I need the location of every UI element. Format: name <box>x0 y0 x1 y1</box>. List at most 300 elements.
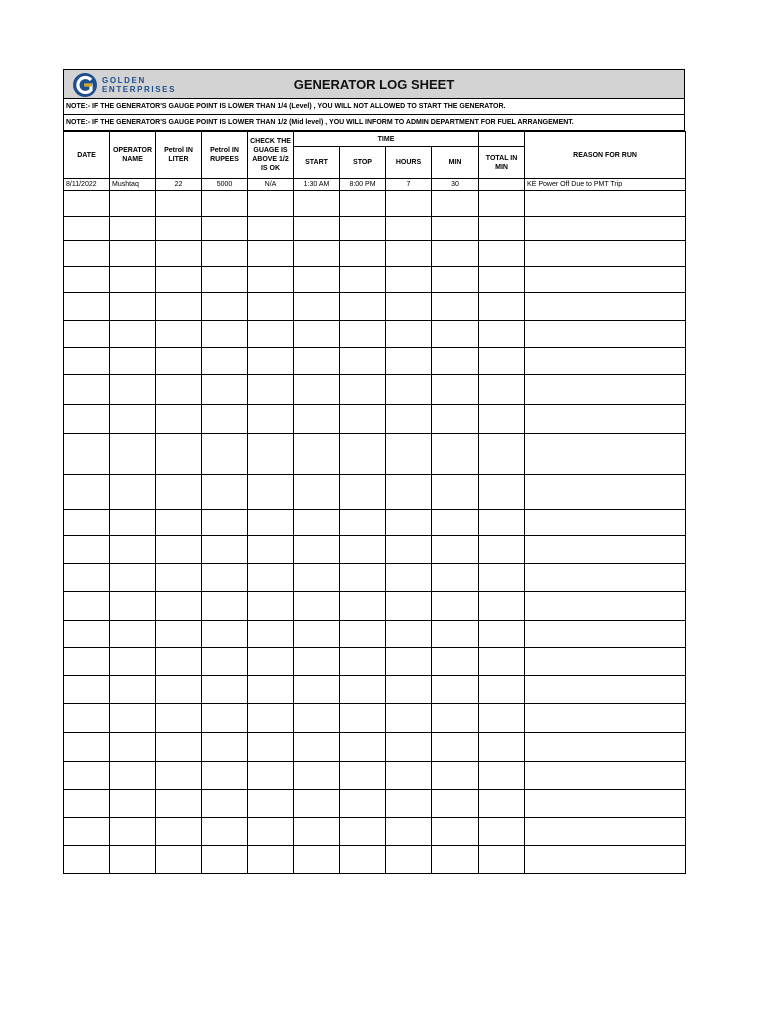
empty-cell[interactable] <box>202 790 248 818</box>
empty-cell[interactable] <box>248 648 294 676</box>
empty-cell[interactable] <box>248 536 294 564</box>
empty-cell[interactable] <box>202 564 248 592</box>
empty-cell[interactable] <box>386 475 432 510</box>
empty-cell[interactable] <box>386 434 432 475</box>
empty-cell[interactable] <box>294 191 340 217</box>
empty-cell[interactable] <box>248 762 294 790</box>
empty-cell[interactable] <box>248 790 294 818</box>
empty-cell[interactable] <box>525 790 686 818</box>
empty-cell[interactable] <box>386 676 432 704</box>
cell-reason[interactable]: KE Power Off Due to PMT Trip <box>525 179 686 191</box>
empty-cell[interactable] <box>294 475 340 510</box>
table-row <box>64 621 686 648</box>
empty-cell[interactable] <box>525 621 686 648</box>
empty-cell[interactable] <box>525 241 686 267</box>
empty-cell[interactable] <box>294 790 340 818</box>
empty-cell[interactable] <box>340 592 386 621</box>
empty-cell[interactable] <box>386 621 432 648</box>
table-row <box>64 564 686 592</box>
empty-cell[interactable] <box>386 648 432 676</box>
empty-cell[interactable] <box>294 733 340 762</box>
empty-cell[interactable] <box>340 375 386 405</box>
empty-cell[interactable] <box>248 676 294 704</box>
empty-cell[interactable] <box>340 676 386 704</box>
empty-cell[interactable] <box>386 405 432 434</box>
empty-cell[interactable] <box>340 475 386 510</box>
empty-cell[interactable] <box>110 790 156 818</box>
empty-cell[interactable] <box>294 293 340 321</box>
empty-cell[interactable] <box>294 267 340 293</box>
empty-cell[interactable] <box>432 704 479 733</box>
empty-cell[interactable] <box>64 434 110 475</box>
empty-cell[interactable] <box>248 241 294 267</box>
table-row <box>64 510 686 536</box>
empty-cell[interactable] <box>525 648 686 676</box>
empty-cell[interactable] <box>110 648 156 676</box>
cell-total-min[interactable] <box>479 179 525 191</box>
empty-cell[interactable] <box>525 733 686 762</box>
empty-cell[interactable] <box>525 592 686 621</box>
empty-cell[interactable] <box>432 321 479 348</box>
empty-cell[interactable] <box>340 733 386 762</box>
empty-cell[interactable] <box>110 510 156 536</box>
empty-cell[interactable] <box>110 846 156 874</box>
empty-cell[interactable] <box>294 564 340 592</box>
cell-petrol-rupees[interactable]: 5000 <box>202 179 248 191</box>
empty-cell[interactable] <box>432 375 479 405</box>
empty-cell[interactable] <box>432 621 479 648</box>
empty-cell[interactable] <box>202 375 248 405</box>
table-row <box>64 293 686 321</box>
empty-cell[interactable] <box>294 405 340 434</box>
empty-cell[interactable] <box>294 621 340 648</box>
empty-cell[interactable] <box>64 592 110 621</box>
empty-cell[interactable] <box>248 592 294 621</box>
empty-cell[interactable] <box>110 405 156 434</box>
empty-cell[interactable] <box>202 191 248 217</box>
empty-cell[interactable] <box>156 564 202 592</box>
empty-cell[interactable] <box>202 267 248 293</box>
empty-cell[interactable] <box>479 217 525 241</box>
empty-cell[interactable] <box>202 704 248 733</box>
empty-cell[interactable] <box>202 321 248 348</box>
empty-cell[interactable] <box>340 434 386 475</box>
empty-cell[interactable] <box>64 536 110 564</box>
table-row <box>64 434 686 475</box>
empty-cell[interactable] <box>386 846 432 874</box>
empty-cell[interactable] <box>156 267 202 293</box>
empty-cell[interactable] <box>525 191 686 217</box>
empty-cell[interactable] <box>248 217 294 241</box>
empty-cell[interactable] <box>432 405 479 434</box>
empty-cell[interactable] <box>432 676 479 704</box>
empty-cell[interactable] <box>64 846 110 874</box>
empty-cell[interactable] <box>64 762 110 790</box>
empty-cell[interactable] <box>525 536 686 564</box>
empty-cell[interactable] <box>479 191 525 217</box>
empty-cell[interactable] <box>64 564 110 592</box>
empty-cell[interactable] <box>432 790 479 818</box>
empty-cell[interactable] <box>64 475 110 510</box>
empty-cell[interactable] <box>202 648 248 676</box>
empty-cell[interactable] <box>479 375 525 405</box>
empty-cell[interactable] <box>110 375 156 405</box>
empty-cell[interactable] <box>64 321 110 348</box>
empty-cell[interactable] <box>202 241 248 267</box>
empty-cell[interactable] <box>432 536 479 564</box>
empty-cell[interactable] <box>202 536 248 564</box>
empty-cell[interactable] <box>294 217 340 241</box>
empty-cell[interactable] <box>248 704 294 733</box>
empty-cell[interactable] <box>386 191 432 217</box>
empty-cell[interactable] <box>479 704 525 733</box>
empty-cell[interactable] <box>386 762 432 790</box>
empty-cell[interactable] <box>294 536 340 564</box>
empty-cell[interactable] <box>386 733 432 762</box>
empty-cell[interactable] <box>525 348 686 375</box>
cell-hours[interactable]: 7 <box>386 179 432 191</box>
empty-cell[interactable] <box>110 676 156 704</box>
empty-cell[interactable] <box>479 267 525 293</box>
empty-cell[interactable] <box>386 375 432 405</box>
empty-cell[interactable] <box>386 790 432 818</box>
empty-cell[interactable] <box>64 648 110 676</box>
empty-cell[interactable] <box>64 293 110 321</box>
col-header-blank <box>479 132 525 147</box>
empty-cell[interactable] <box>110 348 156 375</box>
empty-cell[interactable] <box>479 592 525 621</box>
empty-cell[interactable] <box>432 434 479 475</box>
cell-stop[interactable]: 8:00 PM <box>340 179 386 191</box>
empty-cell[interactable] <box>479 241 525 267</box>
header-row-1 <box>64 132 686 147</box>
empty-cell[interactable] <box>432 293 479 321</box>
empty-cell[interactable] <box>340 267 386 293</box>
empty-cell[interactable] <box>340 241 386 267</box>
table-row <box>64 648 686 676</box>
empty-cell[interactable] <box>432 510 479 536</box>
empty-cell[interactable] <box>479 348 525 375</box>
empty-cell[interactable] <box>248 267 294 293</box>
empty-cell[interactable] <box>64 790 110 818</box>
empty-cell[interactable] <box>156 510 202 536</box>
empty-cell[interactable] <box>110 733 156 762</box>
empty-cell[interactable] <box>294 846 340 874</box>
empty-cell[interactable] <box>525 676 686 704</box>
log-table <box>63 131 686 874</box>
empty-cell[interactable] <box>479 434 525 475</box>
table-row <box>64 676 686 704</box>
empty-cell[interactable] <box>525 846 686 874</box>
empty-cell[interactable] <box>386 536 432 564</box>
empty-cell[interactable] <box>525 475 686 510</box>
empty-cell[interactable] <box>110 241 156 267</box>
empty-cell[interactable] <box>479 818 525 846</box>
empty-cell[interactable] <box>525 375 686 405</box>
empty-cell[interactable] <box>156 621 202 648</box>
empty-cell[interactable] <box>479 510 525 536</box>
empty-cell[interactable] <box>202 434 248 475</box>
empty-cell[interactable] <box>386 564 432 592</box>
empty-cell[interactable] <box>479 293 525 321</box>
empty-cell[interactable] <box>432 818 479 846</box>
empty-cell[interactable] <box>294 510 340 536</box>
empty-cell[interactable] <box>525 704 686 733</box>
empty-cell[interactable] <box>386 348 432 375</box>
table-row <box>64 241 686 267</box>
empty-cell[interactable] <box>110 592 156 621</box>
empty-cell[interactable] <box>110 267 156 293</box>
empty-cell[interactable] <box>525 267 686 293</box>
empty-cell[interactable] <box>340 510 386 536</box>
empty-cell[interactable] <box>432 475 479 510</box>
empty-cell[interactable] <box>340 790 386 818</box>
empty-cell[interactable] <box>294 434 340 475</box>
empty-cell[interactable] <box>525 321 686 348</box>
empty-cell[interactable] <box>156 676 202 704</box>
empty-cell[interactable] <box>248 621 294 648</box>
empty-cell[interactable] <box>340 621 386 648</box>
empty-cell[interactable] <box>110 475 156 510</box>
empty-cell[interactable] <box>248 733 294 762</box>
empty-cell[interactable] <box>248 475 294 510</box>
empty-cell[interactable] <box>479 564 525 592</box>
empty-cell[interactable] <box>248 191 294 217</box>
empty-cell[interactable] <box>479 790 525 818</box>
empty-cell[interactable] <box>156 434 202 475</box>
empty-cell[interactable] <box>156 217 202 241</box>
empty-cell[interactable] <box>294 818 340 846</box>
cell-start[interactable]: 1:30 AM <box>294 179 340 191</box>
empty-cell[interactable] <box>202 676 248 704</box>
empty-cell[interactable] <box>110 621 156 648</box>
empty-cell[interactable] <box>386 241 432 267</box>
empty-cell[interactable] <box>479 536 525 564</box>
cell-operator[interactable]: Mushtaq <box>110 179 156 191</box>
empty-cell[interactable] <box>525 293 686 321</box>
empty-cell[interactable] <box>202 475 248 510</box>
empty-cell[interactable] <box>479 475 525 510</box>
cell-min[interactable]: 30 <box>432 179 479 191</box>
empty-cell[interactable] <box>64 191 110 217</box>
empty-cell[interactable] <box>479 648 525 676</box>
empty-cell[interactable] <box>110 293 156 321</box>
empty-cell[interactable] <box>340 846 386 874</box>
table-row <box>64 704 686 733</box>
empty-cell[interactable] <box>294 704 340 733</box>
empty-cell[interactable] <box>248 293 294 321</box>
cell-check-gauge[interactable]: N/A <box>248 179 294 191</box>
empty-cell[interactable] <box>525 434 686 475</box>
col-header-petrol-liter: Petrol IN LITER <box>156 132 202 179</box>
empty-cell[interactable] <box>340 321 386 348</box>
table-row <box>64 475 686 510</box>
empty-cell[interactable] <box>248 375 294 405</box>
empty-cell[interactable] <box>156 293 202 321</box>
empty-cell[interactable] <box>432 592 479 621</box>
empty-cell[interactable] <box>432 191 479 217</box>
empty-cell[interactable] <box>432 648 479 676</box>
col-header-time: TIME <box>294 132 479 147</box>
empty-cell[interactable] <box>386 293 432 321</box>
empty-cell[interactable] <box>340 217 386 241</box>
empty-cell[interactable] <box>156 536 202 564</box>
table-row <box>64 179 686 191</box>
empty-cell[interactable] <box>525 405 686 434</box>
empty-cell[interactable] <box>64 676 110 704</box>
logo-line-2: ENTERPRISES <box>102 85 177 94</box>
empty-cell[interactable] <box>248 510 294 536</box>
empty-cell[interactable] <box>110 217 156 241</box>
empty-cell[interactable] <box>340 564 386 592</box>
empty-cell[interactable] <box>525 818 686 846</box>
empty-cell[interactable] <box>479 846 525 874</box>
empty-cell[interactable] <box>386 217 432 241</box>
empty-cell[interactable] <box>202 405 248 434</box>
empty-cell[interactable] <box>386 704 432 733</box>
table-row <box>64 592 686 621</box>
empty-cell[interactable] <box>64 267 110 293</box>
empty-cell[interactable] <box>248 818 294 846</box>
empty-cell[interactable] <box>110 704 156 733</box>
empty-cell[interactable] <box>340 293 386 321</box>
empty-cell[interactable] <box>156 846 202 874</box>
empty-cell[interactable] <box>294 762 340 790</box>
empty-cell[interactable] <box>432 564 479 592</box>
empty-cell[interactable] <box>340 648 386 676</box>
empty-cell[interactable] <box>432 241 479 267</box>
empty-cell[interactable] <box>156 405 202 434</box>
empty-cell[interactable] <box>202 510 248 536</box>
empty-cell[interactable] <box>432 217 479 241</box>
empty-cell[interactable] <box>294 375 340 405</box>
empty-cell[interactable] <box>156 592 202 621</box>
empty-cell[interactable] <box>248 564 294 592</box>
empty-cell[interactable] <box>156 704 202 733</box>
empty-cell[interactable] <box>156 762 202 790</box>
empty-cell[interactable] <box>386 267 432 293</box>
empty-cell[interactable] <box>248 434 294 475</box>
empty-cell[interactable] <box>202 621 248 648</box>
empty-cell[interactable] <box>156 321 202 348</box>
empty-cell[interactable] <box>340 405 386 434</box>
empty-cell[interactable] <box>340 348 386 375</box>
empty-cell[interactable] <box>340 704 386 733</box>
empty-cell[interactable] <box>64 241 110 267</box>
empty-cell[interactable] <box>340 818 386 846</box>
empty-cell[interactable] <box>294 241 340 267</box>
empty-cell[interactable] <box>156 241 202 267</box>
empty-cell[interactable] <box>64 621 110 648</box>
empty-cell[interactable] <box>386 818 432 846</box>
empty-cell[interactable] <box>294 321 340 348</box>
empty-cell[interactable] <box>340 536 386 564</box>
empty-cell[interactable] <box>110 564 156 592</box>
empty-cell[interactable] <box>202 818 248 846</box>
empty-cell[interactable] <box>110 191 156 217</box>
empty-cell[interactable] <box>64 217 110 241</box>
empty-cell[interactable] <box>110 818 156 846</box>
col-header-stop: STOP <box>340 147 386 179</box>
empty-cell[interactable] <box>64 405 110 434</box>
empty-cell[interactable] <box>64 348 110 375</box>
empty-cell[interactable] <box>432 267 479 293</box>
empty-cell[interactable] <box>525 217 686 241</box>
cell-date[interactable]: 8/11/2022 <box>64 179 110 191</box>
empty-cell[interactable] <box>294 592 340 621</box>
empty-cell[interactable] <box>248 846 294 874</box>
empty-cell[interactable] <box>202 733 248 762</box>
empty-cell[interactable] <box>248 348 294 375</box>
empty-cell[interactable] <box>110 321 156 348</box>
empty-cell[interactable] <box>479 762 525 790</box>
title-bar <box>63 69 685 99</box>
empty-cell[interactable] <box>294 676 340 704</box>
empty-cell[interactable] <box>386 321 432 348</box>
empty-cell[interactable] <box>525 762 686 790</box>
empty-cell[interactable] <box>479 405 525 434</box>
empty-cell[interactable] <box>294 348 340 375</box>
empty-cell[interactable] <box>248 321 294 348</box>
cell-petrol-liter[interactable]: 22 <box>156 179 202 191</box>
empty-cell[interactable] <box>202 846 248 874</box>
empty-cell[interactable] <box>202 762 248 790</box>
empty-cell[interactable] <box>479 621 525 648</box>
empty-cell[interactable] <box>202 592 248 621</box>
empty-cell[interactable] <box>479 676 525 704</box>
empty-cell[interactable] <box>432 762 479 790</box>
empty-cell[interactable] <box>432 846 479 874</box>
empty-cell[interactable] <box>386 592 432 621</box>
empty-cell[interactable] <box>432 733 479 762</box>
empty-cell[interactable] <box>386 510 432 536</box>
empty-cell[interactable] <box>248 405 294 434</box>
empty-cell[interactable] <box>156 733 202 762</box>
col-header-operator: OPERATOR NAME <box>110 132 156 179</box>
empty-cell[interactable] <box>432 348 479 375</box>
table-row <box>64 536 686 564</box>
empty-cell[interactable] <box>110 536 156 564</box>
empty-cell[interactable] <box>479 733 525 762</box>
empty-cell[interactable] <box>156 191 202 217</box>
empty-cell[interactable] <box>64 375 110 405</box>
empty-cell[interactable] <box>202 348 248 375</box>
empty-cell[interactable] <box>110 762 156 790</box>
empty-cell[interactable] <box>156 818 202 846</box>
empty-cell[interactable] <box>156 790 202 818</box>
empty-cell[interactable] <box>156 475 202 510</box>
empty-cell[interactable] <box>64 510 110 536</box>
empty-cell[interactable] <box>294 648 340 676</box>
empty-cell[interactable] <box>479 321 525 348</box>
col-header-petrol-rupees: Petrol IN RUPEES <box>202 132 248 179</box>
empty-cell[interactable] <box>156 648 202 676</box>
empty-cell[interactable] <box>64 704 110 733</box>
empty-cell[interactable] <box>64 818 110 846</box>
empty-cell[interactable] <box>64 733 110 762</box>
empty-cell[interactable] <box>202 217 248 241</box>
empty-cell[interactable] <box>110 434 156 475</box>
empty-cell[interactable] <box>202 293 248 321</box>
empty-cell[interactable] <box>340 762 386 790</box>
empty-cell[interactable] <box>525 510 686 536</box>
empty-cell[interactable] <box>525 564 686 592</box>
col-header-total-min: TOTAL IN MIN <box>479 147 525 179</box>
col-header-date: DATE <box>64 132 110 179</box>
empty-cell[interactable] <box>340 191 386 217</box>
empty-cell[interactable] <box>156 348 202 375</box>
empty-cell[interactable] <box>156 375 202 405</box>
